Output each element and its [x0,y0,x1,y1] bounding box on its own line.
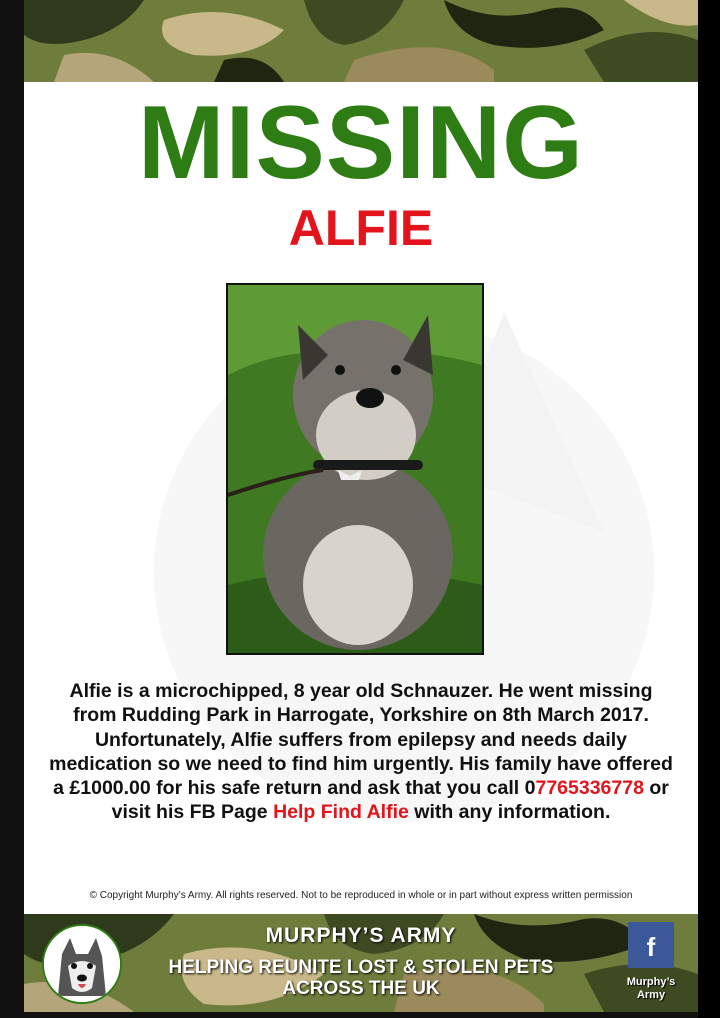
pet-description [46,679,676,825]
poster-frame-edge [698,0,720,1018]
poster-content [24,82,698,914]
description-part3: with any information. [408,801,611,824]
tagline-line-1: HELPING REUNITE LOST & STOLEN PETS [168,957,554,978]
fb-page-link[interactable]: Help Find Alfie [273,801,409,824]
tagline-line-2: ACROSS THE UK [282,978,440,999]
footer-banner [24,914,698,1012]
org-name: MURPHY’S ARMY [265,924,457,947]
missing-heading: MISSING [137,85,585,201]
pet-name: ALFIE [288,200,434,256]
copyright-notice: © Copyright Murphy’s Army. All rights reserved. Not to be reproduced in whole or in part without express written permission [89,890,633,901]
phone-number[interactable]: 7765336778 [535,777,644,800]
facebook-label: Murphy’s Army [626,976,676,1001]
camo-banner-top [24,0,698,82]
description-part1: Alfie is a microchipped, 8 year old Schnauzer. He went missing from Rudding Park in Harrogate, Yorkshire on 8th March 2017. Unfortunately, Alfie suffers from epilepsy and needs daily medication so we need to find him urgently. His family have offered a £1000.00 for his safe return and ask that you call [49,680,673,800]
phone-prefix: 0 [524,777,536,800]
pet-photo [226,283,484,655]
facebook-icon[interactable]: f [628,922,674,968]
description-part2: or visit his FB Page [111,777,669,824]
